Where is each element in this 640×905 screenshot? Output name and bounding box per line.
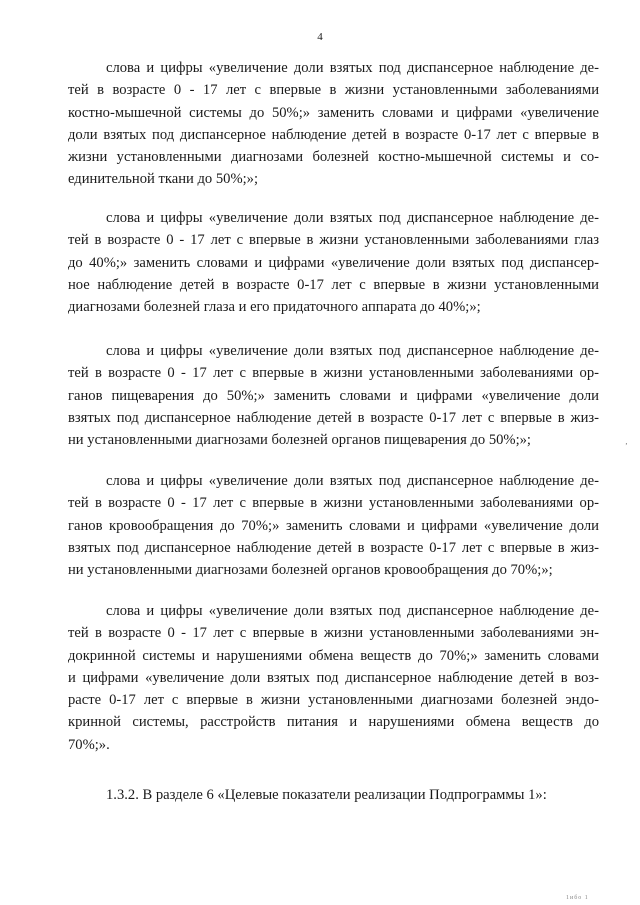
footer-mark: 1ибо 1 (566, 895, 589, 901)
section-item-heading (68, 784, 599, 806)
paragraph-line: до 40%;» заменить словами и цифрами «увеличение доли взятых под диспансер- (68, 254, 599, 271)
paragraph-line: 70%;». (68, 736, 110, 753)
paragraph-line: слова и цифры «увеличение доли взятых под диспансерное наблюдение де- (106, 210, 599, 226)
paragraph-line: доли взятых под диспансерное наблюдение детей в возрасте 0-17 лет с впервые в (68, 126, 599, 143)
paragraph-line: и цифрами «увеличение доли взятых под диспансерное наблюдение детей в воз- (68, 669, 599, 686)
paragraph-endocrine (68, 600, 599, 756)
paragraph-line: слова и цифры «увеличение доли взятых под диспансерное наблюдение де- (106, 343, 599, 359)
paragraph-line: слова и цифры «увеличение доли взятых под диспансерное наблюдение де- (106, 473, 599, 489)
paragraph-line: ганов пищеварения до 50%;» заменить словами и цифрами «увеличение доли (68, 387, 599, 404)
paragraph-line: жизни установленными диагнозами болезней костно-мышечной системы и со- (68, 149, 599, 166)
paragraph-line: ное наблюдение детей в возрасте 0-17 лет с впервые в жизни установленными (68, 276, 599, 293)
paragraph-line: тей в возрасте 0 - 17 лет с впервые в жизни установленными заболеваниями эн- (68, 625, 599, 642)
paragraph-line: диагнозами болезней глаза и его придаточного аппарата до 40%;»; (68, 299, 481, 316)
paragraph-line: слова и цифры «увеличение доли взятых под диспансерное наблюдение де- (106, 603, 599, 619)
page-number: 4 (317, 31, 323, 43)
paragraph-line: 1.3.2. В разделе 6 «Целевые показатели реализации Подпрограммы 1»: (106, 787, 547, 803)
paragraph-line: костно-мышечной системы до 50%;» заменить словами и цифрами «увеличение (68, 104, 599, 121)
paragraph-line: слова и цифры «увеличение доли взятых под диспансерное наблюдение де- (106, 60, 599, 76)
paragraph-line: тей в возрасте 0 - 17 лет с впервые в жизни установленными заболеваниями ор- (68, 365, 599, 382)
paragraph-line: ганов кровообращения до 70%;» заменить словами и цифрами «увеличение доли (68, 517, 599, 534)
paragraph-line: ни установленными диагнозами болезней органов пищеварения до 50%;»; (68, 432, 531, 449)
paragraph-line: тей в возрасте 0 - 17 лет с впервые в жизни установленными заболеваниями (68, 82, 599, 99)
paragraph-circulatory (68, 470, 599, 581)
paragraph-line: кринной системы, расстройств питания и нарушениями обмена веществ до (68, 714, 599, 731)
paragraph-line: тей в возрасте 0 - 17 лет с впервые в жизни установленными заболеваниями глаз (68, 232, 599, 249)
paragraph-eyes (68, 207, 599, 318)
paragraph-line: взятых под диспансерное наблюдение детей в возрасте 0-17 лет с впервые в жиз- (68, 539, 599, 556)
paragraph-line: докринной системы и нарушениями обмена веществ до 70%;» заменить словами (68, 647, 599, 664)
paragraph-digestive (68, 340, 599, 451)
paragraph-line: взятых под диспансерное наблюдение детей в возрасте 0-17 лет с впервые в жиз- (68, 409, 599, 426)
paragraph-line: единительной ткани до 50%;»; (68, 171, 259, 188)
margin-mark: ‚ (625, 437, 628, 446)
paragraph-line: ни установленными диагнозами болезней органов кровообращения до 70%;»; (68, 562, 553, 579)
paragraph-line: тей в возрасте 0 - 17 лет с впервые в жизни установленными заболеваниями ор- (68, 495, 599, 512)
paragraph-line: расте 0-17 лет с впервые в жизни установленными диагнозами болезней эндо- (68, 692, 599, 709)
paragraph-musculoskeletal (68, 57, 599, 191)
